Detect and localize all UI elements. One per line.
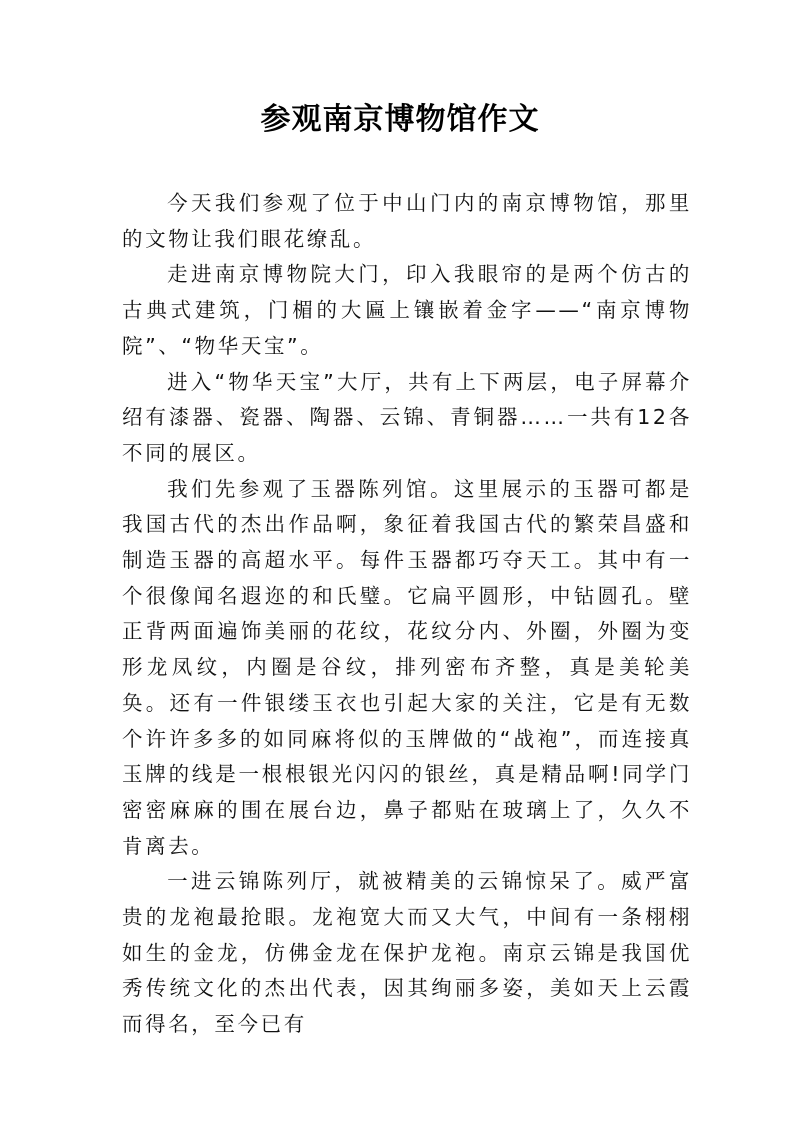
paragraph: 一进云锦陈列厅，就被精美的云锦惊呆了。威严富贵的龙袍最抢眼。龙袍宽大而又大气，中间有一条栩栩如生的金龙，仿佛金龙在保护龙袍。南京云锦是我国优秀传统文化的杰出代表，因其绚丽多姿，美如天上云霞而得名，至今已有 xyxy=(122,869,692,1037)
document-body xyxy=(122,186,692,1043)
paragraph: 今天我们参观了位于中山门内的南京博物馆，那里的文物让我们眼花缭乱。 xyxy=(122,191,692,251)
paragraph: 我们先参观了玉器陈列馆。这里展示的玉器可都是我国古代的杰出作品啊，象征着我国古代的繁荣昌盛和制造玉器的高超水平。每件玉器都巧夺天工。其中有一个很像闻名遐迩的和氏璧。它扁平圆形，中钻圆孔。壁正背两面遍饰美丽的花纹，花纹分内、外圈，外圈为变形龙凤纹，内圈是谷纹，排列密布齐整，真是美轮美奂。还有一件银缕玉衣也引起大家的关注，它是有无数个许许多多的如同麻将似的玉牌做的“战袍”，而连接真玉牌的线是一根根银光闪闪的银丝，真是精品啊!同学门密密麻麻的围在展台边，鼻子都贴在玻璃上了，久久不肯离去。 xyxy=(122,476,692,858)
document-title: 参观南京博物馆作文 xyxy=(260,102,540,137)
paragraph: 进入“物华天宝”大厅，共有上下两层，电子屏幕介绍有漆器、瓷器、陶器、云锦、青铜器……一共有12各不同的展区。 xyxy=(122,369,692,465)
paragraph: 走进南京博物院大门，印入我眼帘的是两个仿古的古典式建筑，门楣的大匾上镶嵌着金字——“南京博物院”、“物华天宝”。 xyxy=(122,262,692,358)
